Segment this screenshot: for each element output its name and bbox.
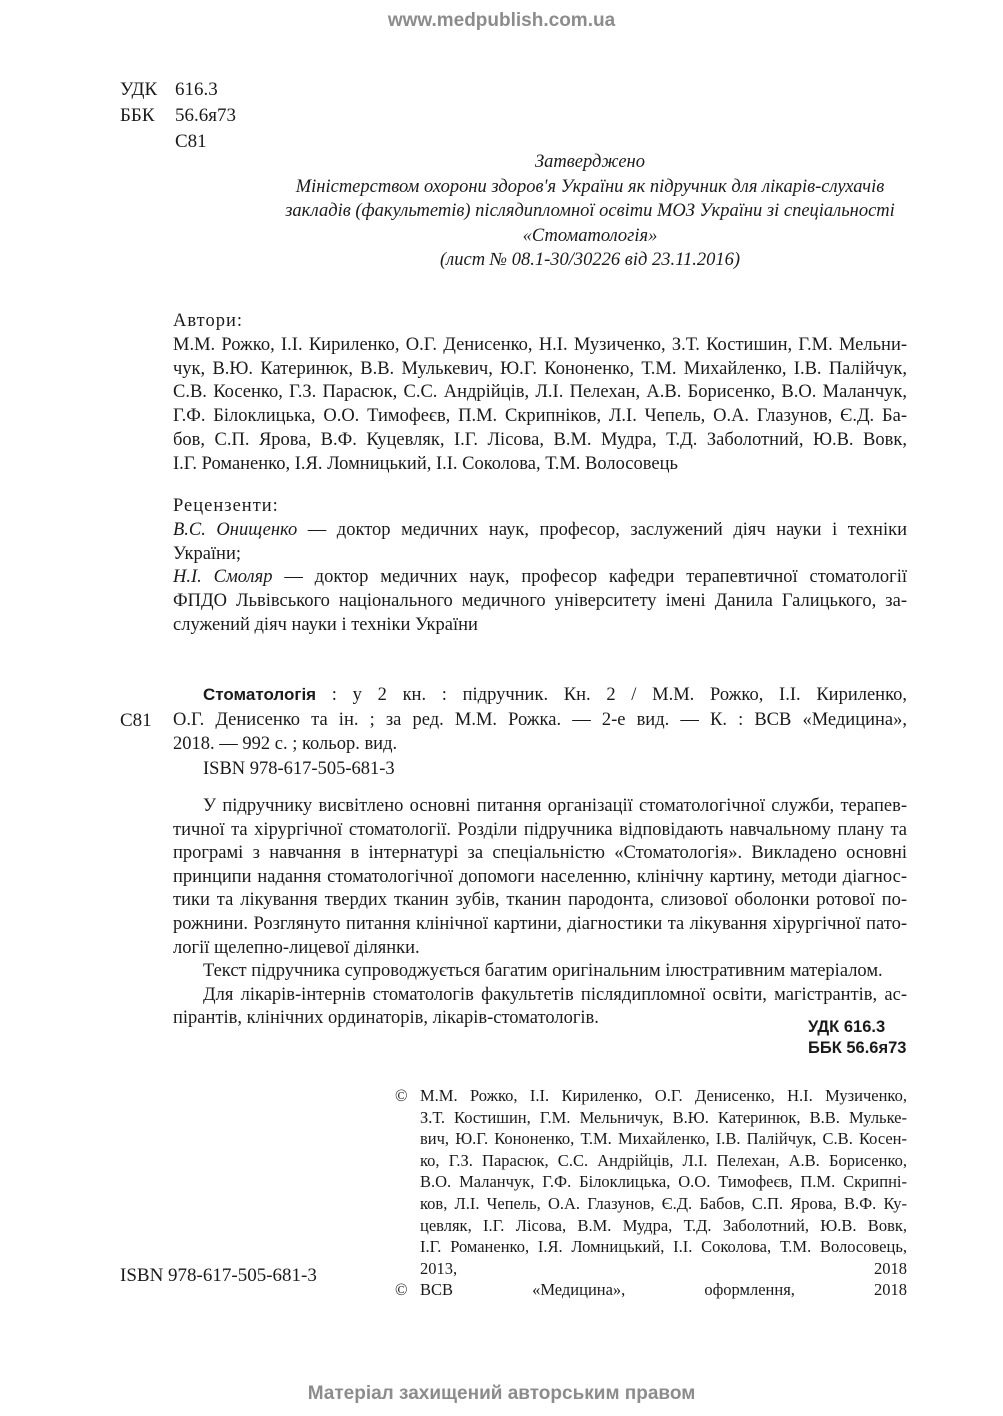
bib-sign: С81 <box>120 710 152 731</box>
copyright-line <box>395 1085 907 1107</box>
approval-line: Затверджено <box>535 152 645 172</box>
annotation-line: Текст підручника супроводжується багатим оригінальним ілюстративним матеріалом. <box>203 961 883 982</box>
annotation-line: тичної та хірургічної стоматології. Розділи підручника відповідають навчальному плану та <box>173 819 907 840</box>
approval-line: Міністерством охорони здоров'я України як підручник для лікарів-слухачів <box>295 176 885 197</box>
bbk-label: ББК <box>120 105 155 126</box>
annotation-line: логії щелепно-лицевої ділянки. <box>173 937 420 958</box>
authors-line: чук, В.Ю. Катеринюк, В.В. Мулькевич, Ю.Г. Кононенко, Т.М. Михайленко, І.В. Палійчук, <box>173 358 907 379</box>
approval-line: закладів (факультетів) післядипломної освіти МОЗ України зі спеціальності <box>285 201 895 221</box>
annotation-line: пірантів, клінічних ординаторів, лікарів-стоматологів. <box>173 1008 599 1029</box>
copyright-line: І.Г. Романенко, І.Я. Ломницький, І.І. Соколова, Т.М. Волосовець, <box>420 1237 907 1257</box>
reviewer-name: В.С. Онищенко <box>173 519 298 540</box>
udk-code: УДК 616.3 <box>808 1018 886 1036</box>
author-sign-line <box>120 130 207 154</box>
annotation-line: У підручнику висвітлено основні питання організації стоматологічної служби, терапев- <box>203 796 907 816</box>
copyright-line: ков, Л.І. Чепель, О.А. Глазунов, Є.Д. Бабов, С.П. Ярова, В.Ф. Ку- <box>420 1193 907 1213</box>
authors-line: Г.Ф. Білоклицька, О.О. Тимофеєв, П.М. Скрипніков, Л.І. Чепель, О.А. Глазунов, Є.Д. Ба- <box>173 406 907 427</box>
authors-line: С.В. Косенко, Г.З. Парасюк, С.С. Андрійців, Л.І. Пелехан, А.В. Борисенко, В.О. Маланчук, <box>173 382 907 403</box>
copyright-line: 2013, 2018 <box>420 1258 907 1278</box>
bib-text: : у 2 кн. : підручник. Кн. 2 / М.М. Рожко, І.І. Кириленко, <box>316 685 907 705</box>
udk-label: УДК <box>120 79 158 100</box>
bibliographic-block <box>173 683 907 781</box>
annotation-line: принципи надання стоматологічної допомоги населенню, клінічну картину, методи діагнос- <box>173 866 907 887</box>
isbn-bottom: ISBN 978-617-505-681-3 <box>120 1265 317 1286</box>
approval-line: «Стоматологія» <box>522 225 658 246</box>
reviewers-block <box>173 495 907 638</box>
authors-heading: Автори: <box>173 311 244 331</box>
annotation-line: Для лікарів-інтернів стоматологів факультетів післядипломної освіти, магістрантів, ас- <box>203 984 907 1005</box>
copyright-line: З.Т. Костишин, Г.М. Мельничук, В.Ю. Катеринюк, В.В. Мульке- <box>420 1107 907 1127</box>
copyright-line <box>395 1279 907 1301</box>
copyright-symbol: © <box>395 1280 408 1300</box>
bib-line <box>173 683 907 708</box>
reviewer-text: — доктор медичних наук, професор кафедри терапевтичної стоматології <box>272 567 907 588</box>
annotation-line: програмі з навчання в інтернатурі за спеціальністю «Стоматологія». Викладено основні <box>173 843 907 864</box>
udk-bbk-block <box>808 1017 906 1059</box>
reviewer-line: України; <box>173 543 242 564</box>
bbk-line <box>120 104 236 128</box>
annotation-line: рожнини. Розглянуто питання клінічної картини, діагностики та лікування хірургічної пато- <box>173 913 907 934</box>
copyright-line: В.О. Маланчук, Г.Ф. Білоклицька, О.О. Тимофеєв, П.М. Скрипні- <box>420 1172 907 1192</box>
bbk-value: 56.6я73 <box>175 105 236 126</box>
annotation-block <box>173 795 907 1031</box>
reviewer-line <box>173 519 907 543</box>
site-url: www.medpublish.com.ua <box>387 10 616 31</box>
copyright-footer: Матеріал захищений авторським правом <box>307 1383 696 1404</box>
copyright-publisher: ВСВ «Медицина», оформлення, 2018 <box>420 1280 907 1300</box>
copyright-symbol: © <box>395 1086 408 1105</box>
authors-line: І.Г. Романенко, І.Я. Ломницький, І.І. Соколова, Т.М. Волосовець <box>173 453 678 474</box>
authors-block <box>173 310 907 477</box>
reviewer-line: ФПДО Львівського національного медичного університету імені Данила Галицького, за- <box>173 591 907 612</box>
author-sign: С81 <box>175 131 207 152</box>
copyright-block <box>395 1085 907 1301</box>
bib-line: 2018. — 992 с. ; кольор. вид. <box>173 734 398 754</box>
reviewers-heading: Рецензенти: <box>173 496 279 516</box>
approval-line: (лист № 08.1-30/30226 від 23.11.2016) <box>440 250 740 270</box>
authors-line: М.М. Рожко, І.І. Кириленко, О.Г. Денисенко, Н.І. Музиченко, З.Т. Костишин, Г.М. Мельни- <box>173 334 907 355</box>
annotation-line: тики та лікування твердих тканин зубів, тканин пародонта, слизової оболонки ротової по- <box>173 890 907 911</box>
bbk-code: ББК 56.6я73 <box>808 1039 907 1057</box>
reviewer-text: — доктор медичних наук, професор, заслужений діяч науки і техніки <box>297 519 907 540</box>
approval-block <box>200 150 980 273</box>
authors-line: бов, С.П. Ярова, В.Ф. Куцевляк, І.Г. Лісова, В.М. Мудра, Т.Д. Заболотний, Ю.В. Вовк, <box>173 429 907 450</box>
copyright-line: цевляк, І.Г. Лісова, В.М. Мудра, Т.Д. Заболотний, Ю.В. Вовк, <box>420 1215 907 1235</box>
reviewer-name: Н.І. Смоляр <box>173 567 273 588</box>
udk-value: 616.3 <box>175 79 218 100</box>
copyright-line: вич, Ю.Г. Кононенко, Т.М. Михайленко, І.В. Палійчук, С.В. Косен- <box>420 1129 907 1149</box>
bib-title: Стоматологія <box>203 685 317 704</box>
reviewer-line <box>173 566 907 590</box>
reviewer-line: служений діяч науки і техніки України <box>173 614 478 635</box>
copyright-text: М.М. Рожко, І.І. Кириленко, О.Г. Денисенко, Н.І. Музиченко, <box>420 1086 907 1105</box>
udk-line <box>120 78 218 102</box>
bib-isbn: ISBN 978-617-505-681-3 <box>203 758 395 779</box>
copyright-line: ко, Г.З. Парасюк, С.С. Андрійців, Л.І. Пелехан, А.В. Борисенко, <box>420 1150 907 1170</box>
bib-line: О.Г. Денисенко та ін. ; за ред. М.М. Рожка. — 2-е вид. — К. : ВСВ «Медицина», <box>173 709 907 730</box>
